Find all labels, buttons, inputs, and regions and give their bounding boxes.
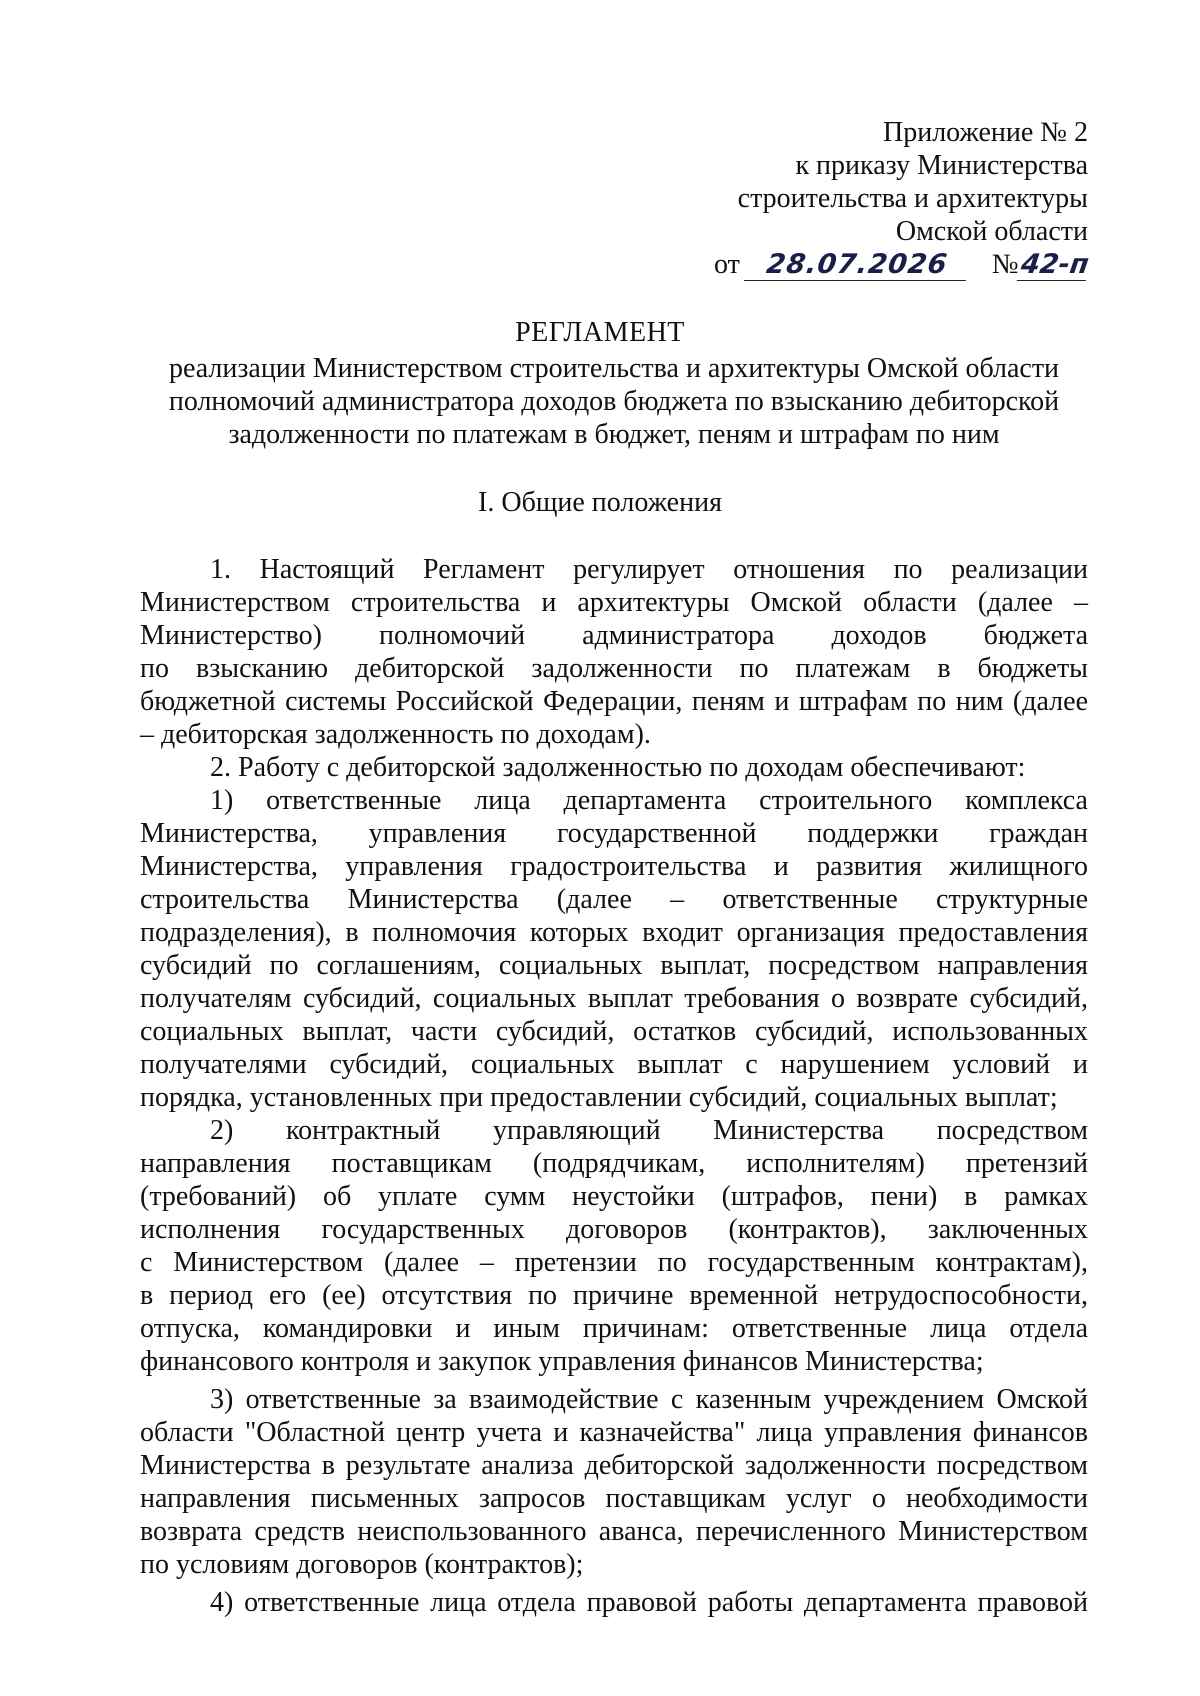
paragraph-line: по условиям договоров (контрактов); xyxy=(140,1549,584,1580)
paragraph-line: 3) ответственные за взаимодействие с казенным учреждением Омской xyxy=(210,1384,1088,1415)
paragraph-line: 2. Работу с дебиторской задолженностью по доходам обеспечивают: xyxy=(210,752,1026,783)
paragraph-line: 1. Настоящий Регламент регулирует отношения по реализации xyxy=(210,554,1088,585)
paragraph-line: получателями субсидий, социальных выплат с нарушением условий и xyxy=(140,1049,1088,1080)
order-date-number xyxy=(713,248,1091,281)
order-reference: к приказу Министерства xyxy=(795,150,1088,181)
body-text xyxy=(140,553,1088,1619)
subtitle-line: полномочий администратора доходов бюджета по взысканию дебиторской xyxy=(168,386,1060,417)
paragraph-line: 2) контрактный управляющий Министерства посредством xyxy=(210,1115,1088,1146)
paragraph-line: отпуска, командировки и иным причинам: ответственные лица отдела xyxy=(140,1313,1088,1344)
paragraph-line: Министерства, управления государственной поддержки граждан xyxy=(140,818,1088,849)
paragraph-line: области "Областной центр учета и казначейства" лица управления финансов xyxy=(140,1417,1088,1448)
paragraph-line: направления поставщикам (подрядчикам, исполнителям) претензий xyxy=(140,1148,1088,1179)
subtitle-line: задолженности по платежам в бюджет, пеням и штрафам по ним xyxy=(228,419,1000,450)
appendix-number: Приложение № 2 xyxy=(883,117,1088,148)
section-heading: I. Общие положения xyxy=(478,487,722,518)
paragraph-line: порядка, установленных при предоставлении субсидий, социальных выплат; xyxy=(140,1082,1058,1113)
paragraph-line: получателям субсидий, социальных выплат требования о возврате субсидий, xyxy=(140,983,1088,1014)
paragraph-line: строительства Министерства (далее – ответственные структурные xyxy=(140,884,1088,915)
paragraph-line: исполнения государственных договоров (контрактов), заключенных xyxy=(140,1214,1088,1245)
paragraph-line: – дебиторская задолженность по доходам). xyxy=(140,719,651,750)
region-name: Омской области xyxy=(895,216,1088,247)
subtitle-line: реализации Министерством строительства и архитектуры Омской области xyxy=(168,353,1060,384)
document-subtitle xyxy=(140,352,1088,451)
paragraph-line: социальных выплат, части субсидий, остатков субсидий, использованных xyxy=(140,1016,1088,1047)
paragraph-line: (требований) об уплате сумм неустойки (штрафов, пени) в рамках xyxy=(140,1181,1088,1212)
paragraph-line: подразделения), в полномочия которых входит организация предоставления xyxy=(140,917,1088,948)
handwritten-order-date: 28.07.2026 xyxy=(744,250,970,281)
paragraph-line: субсидий по соглашениям, социальных выплат, посредством направления xyxy=(140,950,1088,981)
paragraph-line: с Министерством (далее – претензии по государственным контрактам), xyxy=(140,1247,1088,1278)
paragraph-line: возврата средств неиспользованного аванса, перечисленного Министерством xyxy=(140,1516,1088,1547)
paragraph-line: в период его (ее) отсутствия по причине временной нетрудоспособности, xyxy=(140,1280,1088,1311)
order-prefix: от xyxy=(713,249,740,280)
handwritten-order-number: 42-п xyxy=(1016,250,1090,281)
paragraph-line: 1) ответственные лица департамента строительного комплекса xyxy=(210,785,1088,816)
paragraph-line: Министерства, управления градостроительства и развития жилищного xyxy=(140,851,1088,882)
paragraph-line: бюджетной системы Российской Федерации, пеням и штрафам по ним (далее xyxy=(140,686,1088,717)
order-number-sign: № xyxy=(991,249,1019,280)
paragraph-line: Министерства в результате анализа дебиторской задолженности посредством xyxy=(140,1450,1088,1481)
paragraph-line: Министерством строительства и архитектуры Омской области (далее – xyxy=(140,587,1088,618)
ministry-name: строительства и архитектуры xyxy=(737,183,1088,214)
paragraph-line: финансового контроля и закупок управления финансов Министерства; xyxy=(140,1346,984,1377)
appendix-header xyxy=(713,116,1091,281)
paragraph-line: по взысканию дебиторской задолженности по платежам в бюджеты xyxy=(140,653,1088,684)
paragraph-line: Министерство) полномочий администратора доходов бюджета xyxy=(140,620,1088,651)
paragraph-line: 4) ответственные лица отдела правовой работы департамента правовой xyxy=(210,1587,1088,1618)
document-title: РЕГЛАМЕНТ xyxy=(515,317,685,348)
paragraph-line: направления письменных запросов поставщикам услуг о необходимости xyxy=(140,1483,1088,1514)
